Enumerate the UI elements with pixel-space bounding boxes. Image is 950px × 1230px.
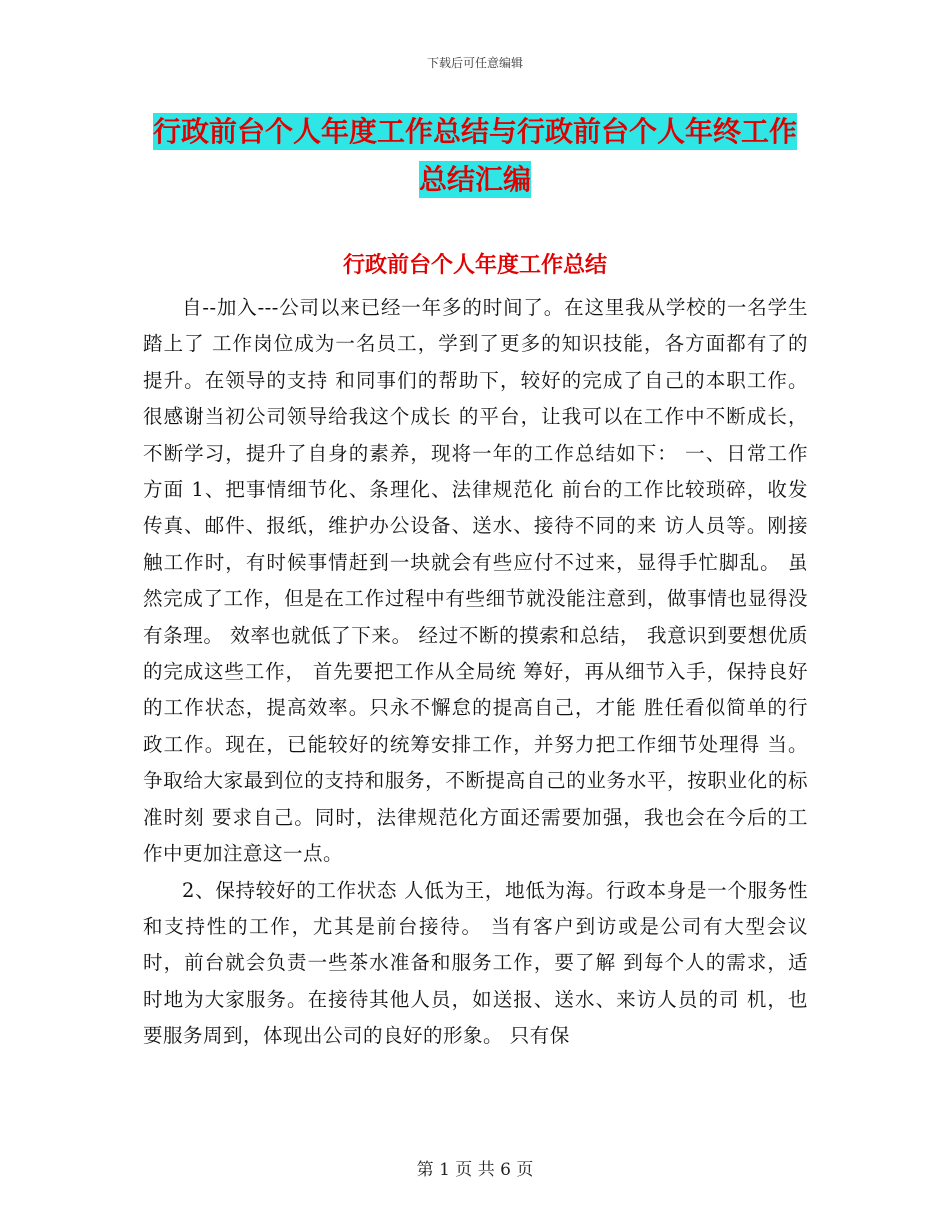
section-title: 行政前台个人年度工作总结 — [342, 253, 607, 278]
page-header-note: 下载后可任意编辑 — [426, 56, 523, 70]
body-paragraph: 2、保持较好的工作状态 人低为王，地低为海。行政本身是一个服务性和支持性的工作，尤其是前台接待。 当有客户到访或是公司有大型会议时，前台就会负责一些茶水准备和服务工作，要了解 到每个人的需求，适时地为大家服务。在接待其他人员，如送报、送水、来访人员的司 机，也要服务周到，体现出公司的良好的形象。 只有保 — [143, 878, 808, 1048]
body-paragraph: 自--加入---公司以来已经一年多的时间了。在这里我从学校的一名学生踏上了 工作岗位成为一名员工，学到了更多的知识技能，各方面都有了的提升。在领导的支持 和同事们的帮助下，较好的完成了自己的本职工作。很感谢当初公司领导给我这个成长 的平台，让我可以在工作中不断成长，不断学习，提升了自身的素养，现将一年的工作总结如下： 一、日常工作方面 1、把事情细节化、条理化、法律规范化 前台的工作比较琐碎，收发传真、邮件、报纸，维护办公设备、送水、接待不同的来 访人员等。刚接触工作时，有时候事情赶到一块就会有些应付不过来，显得手忙脚乱。 虽然完成了工作，但是在工作过程中有些细节就没能注意到，做事情也显得没有条理。 效率也就低了下来。 经过不断的摸索和总结， 我意识到要想优质的完成这些工作， 首先要把工作从全局统 筹好，再从细节入手，保持良好的工作状态，提高效率。只永不懈怠的提高自己，才能 胜任看似简单的行政工作。现在，已能较好的统筹安排工作，并努力把工作细节处理得 当。争取给大家最到位的支持和服务，不断提高自己的业务水平，按职业化的标准时刻 要求自己。同时，法律规范化方面还需要加强，我也会在今后的工作中更加注意这一点。 — [143, 296, 808, 866]
document-title-line-1: 行政前台个人年度工作总结与行政前台个人年终工作 — [152, 115, 797, 148]
page-number-footer: 第 1 页 共 6 页 — [416, 1160, 534, 1180]
document-title-line-2: 总结汇编 — [418, 163, 531, 196]
document-body — [143, 290, 808, 1055]
document-title — [150, 108, 800, 204]
